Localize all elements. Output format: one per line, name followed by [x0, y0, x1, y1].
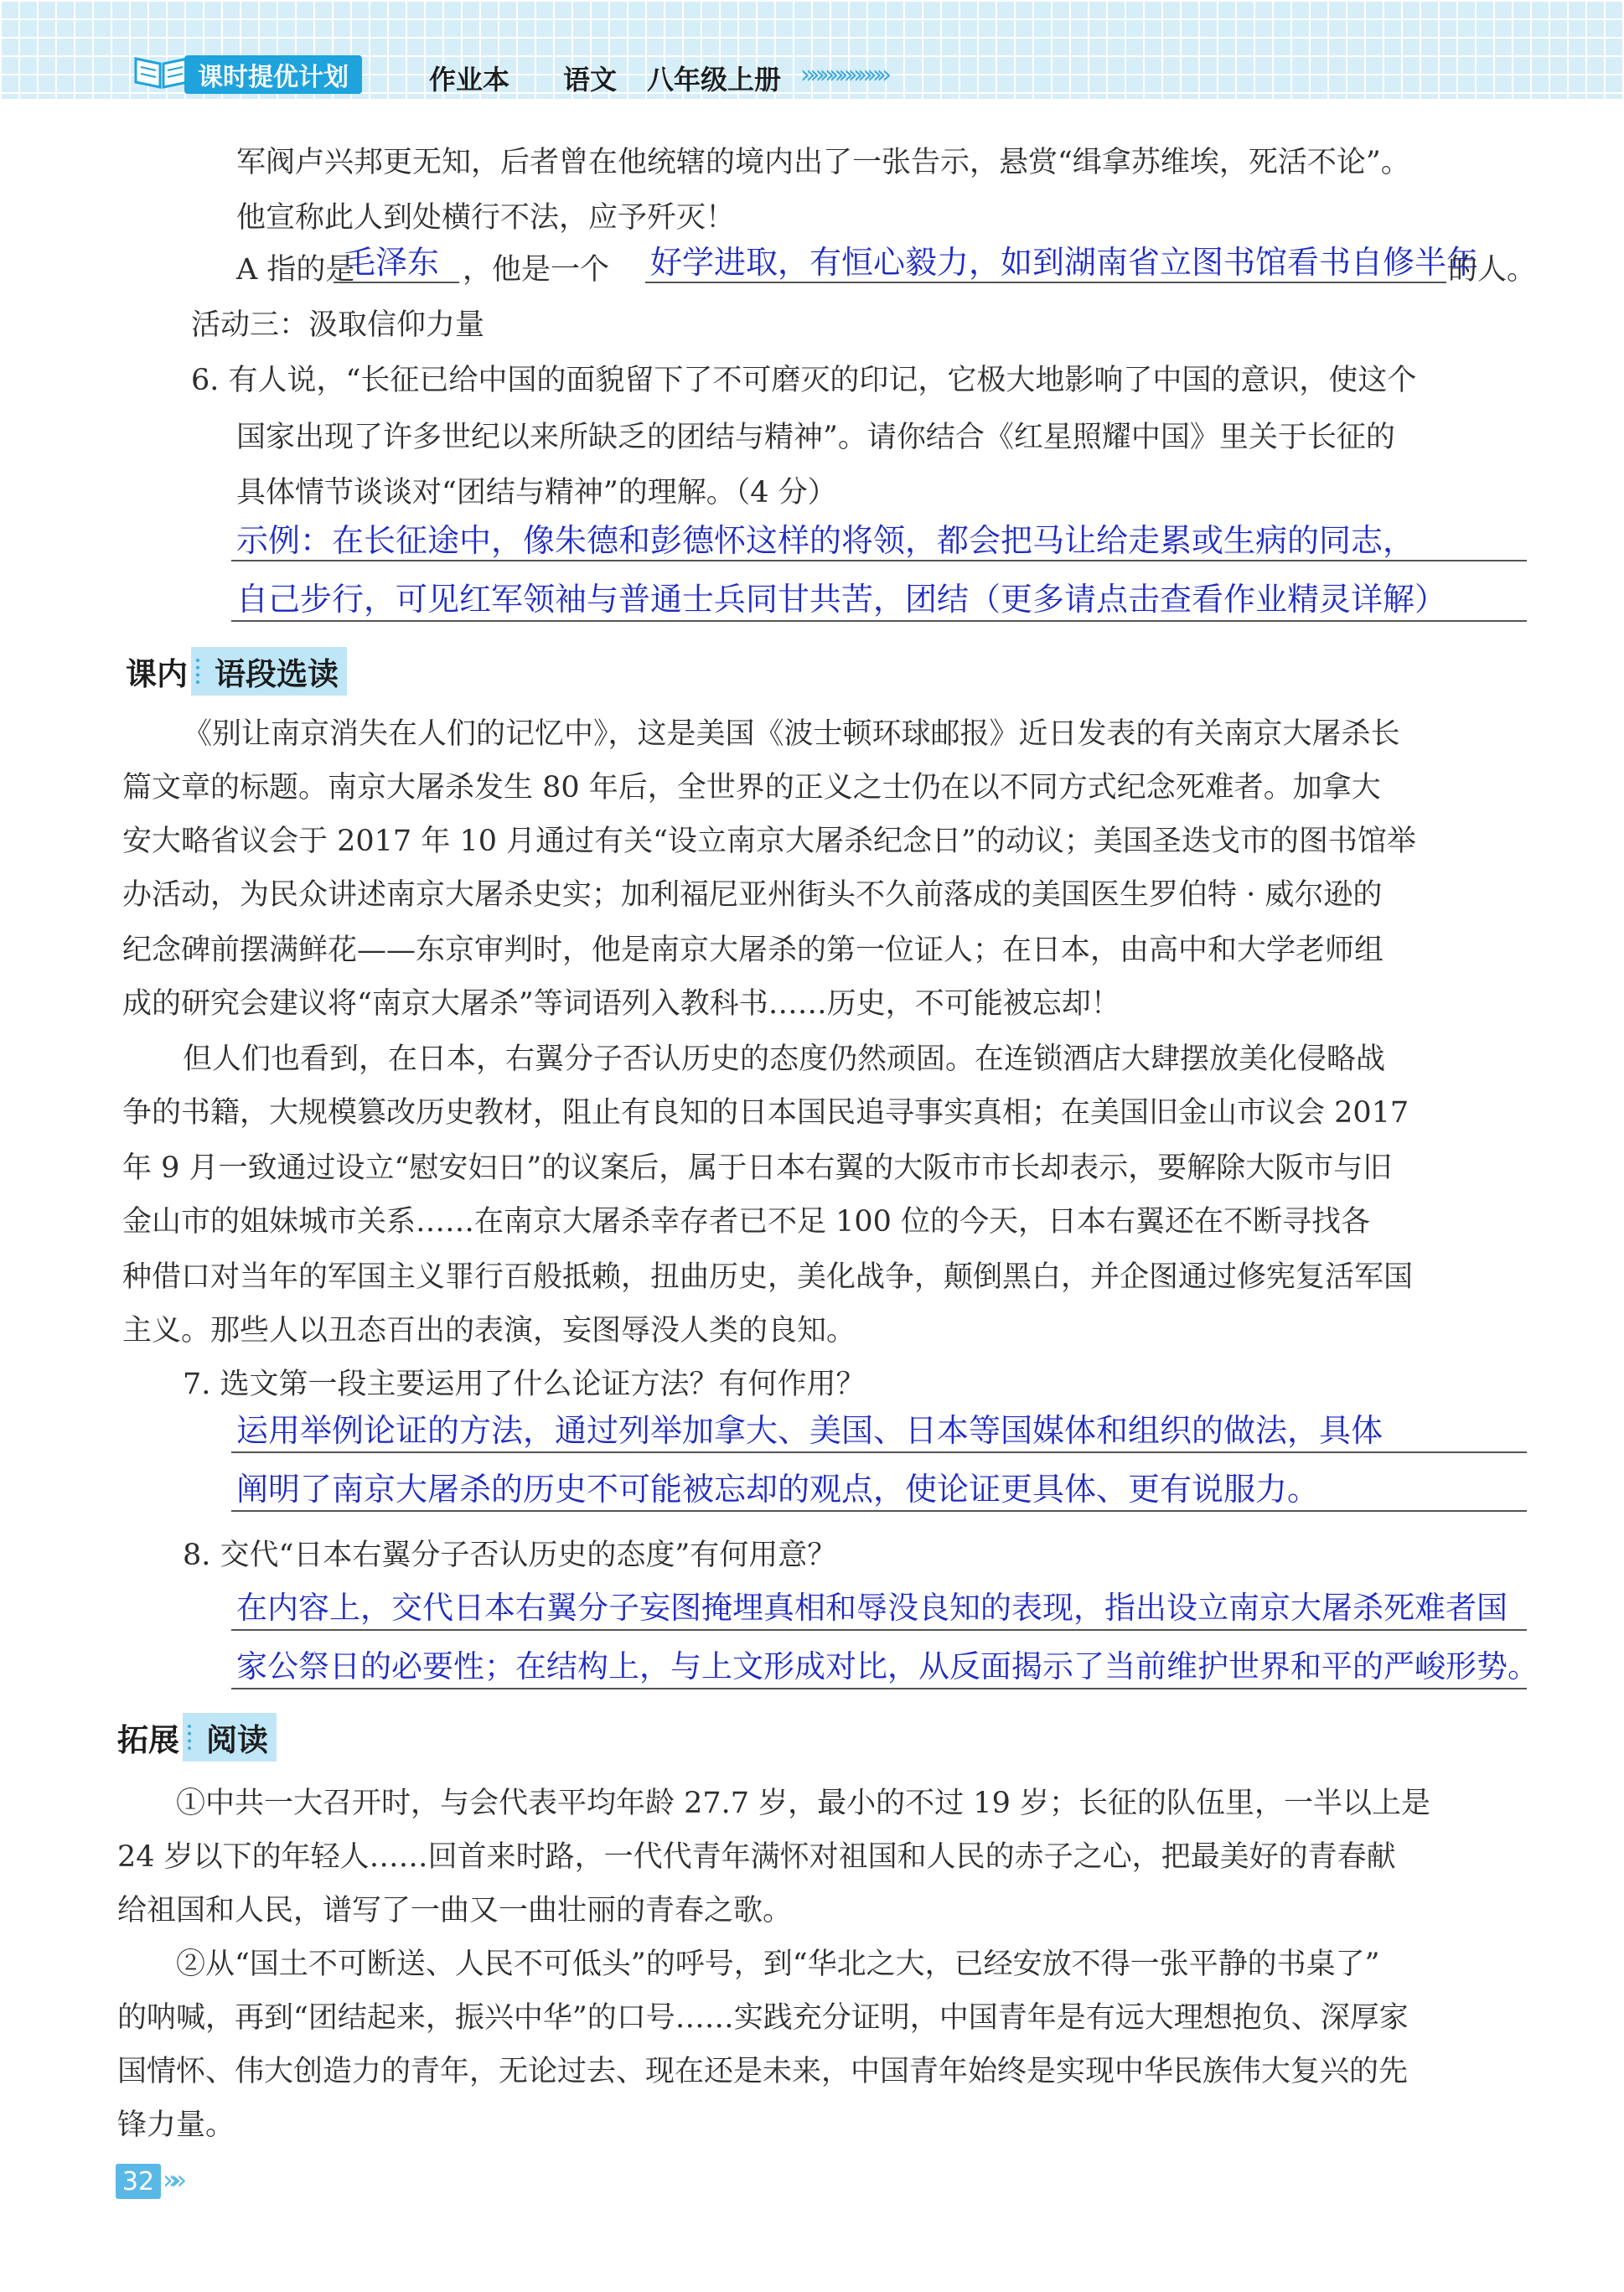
- section-title: 阅读: [206, 1722, 268, 1758]
- answer-rule: [231, 1629, 1527, 1631]
- answer-rule: [231, 560, 1527, 561]
- passage-line: 争的书籍，大规模篡改历史教材，阻止有良知的日本国民追寻事实真相；在美国旧金山市议会 2017: [122, 1096, 1409, 1130]
- q8-answer: 在内容上，交代日本右翼分子妄图掩埋真相和辱没良知的表现，指出设立南京大屠杀死难者国: [236, 1590, 1508, 1626]
- passage-line: 成的研究会建议将“南京大屠杀”等词语列入教科书……历史，不可能被忘却！: [122, 987, 1120, 1021]
- q6-line: 国家出现了许多世纪以来所缺乏的团结与精神”。请你结合《红星照耀中国》里关于长征的: [236, 421, 1395, 454]
- answer-underline: [645, 282, 1446, 283]
- header-chevrons: »»»»»»»»»: [800, 60, 887, 90]
- q6-line: 具体情节谈谈对“团结与精神”的理解。（4 分）: [236, 476, 837, 510]
- text-line: 他宣称此人到处横行不法，应予歼灭！: [236, 201, 736, 235]
- passage-line: 国情怀、伟大创造力的青年，无论过去、现在还是未来，中国青年始终是实现中华民族伟大复兴的先: [117, 2055, 1409, 2088]
- section-title-box: [183, 1713, 277, 1762]
- section-heading: [117, 1713, 277, 1762]
- q7-question: 7. 选文第一段主要运用了什么论证方法？有何作用？: [183, 1368, 866, 1401]
- q7-answer: 阐明了南京大屠杀的历史不可能被忘却的观点，使论证更具体、更有说服力。: [236, 1471, 1320, 1508]
- q7-answer: 运用举例论证的方法，通过列举加拿大、美国、日本等国媒体和组织的做法，具体: [236, 1412, 1384, 1449]
- section-title: 语段选读: [215, 656, 339, 692]
- passage-line: 篇文章的标题。南京大屠杀发生 80 年后，全世界的正义之士仍在以不同方式纪念死难者。加拿大: [122, 771, 1381, 805]
- passage-line: ①中共一大召开时，与会代表平均年龄 27.7 岁，最小的不过 19 岁；长征的队伍里，一半以上是: [176, 1787, 1430, 1820]
- q8-question: 8. 交代“日本右翼分子否认历史的态度”有何用意？: [183, 1539, 837, 1572]
- section-prefix: 课内: [126, 656, 188, 692]
- fill-middle: ，他是一个: [463, 253, 610, 287]
- passage-line: 办活动，为民众讲述南京大屠杀史实；加利福尼亚州街头不久前落成的美国医生罗伯特 · 威尔逊的: [122, 878, 1383, 912]
- answer-underline: [334, 282, 459, 283]
- brand-logo: [184, 55, 362, 94]
- open-book-icon: [132, 49, 191, 91]
- q6-answer: 示例：在长征途中，像朱德和彭德怀这样的将领，都会把马让给走累或生病的同志，: [236, 522, 1415, 559]
- passage-line: 锋力量。: [117, 2108, 235, 2142]
- passage-line: 主义。那些人以丑态百出的表演，妄图辱没人类的良知。: [122, 1314, 856, 1348]
- q6-answer: 自己步行，可见红军领袖与普通士兵同甘共苦，团结（更多请点击查看作业精灵详解）: [236, 581, 1447, 618]
- fill-prefix: A 指的是: [236, 253, 355, 287]
- passage-line: 纪念碑前摆满鲜花——东京审判时，他是南京大屠杀的第一位证人；在日本，由高中和大学老师组: [122, 934, 1384, 967]
- book-type: 作业本: [429, 64, 510, 96]
- section-mark-icon: [188, 1725, 201, 1750]
- section-title-box: [191, 647, 347, 696]
- passage-line: ②从“国土不可断送、人民不可低头”的呼号，到“华北之大，已经安放不得一张平静的书桌了”: [176, 1948, 1380, 1981]
- passage-line: 《别让南京消失在人们的记忆中》，这是美国《波士顿环球邮报》近日发表的有关南京大屠杀长: [183, 717, 1400, 751]
- passage-line: 安大略省议会于 2017 年 10 月通过有关“设立南京大屠杀纪念日”的动议；美国圣迭戈市的图书馆举: [122, 825, 1416, 858]
- brand-label: 课时提优计划: [198, 63, 349, 92]
- answer-rule: [231, 1688, 1527, 1689]
- activity-title: 活动三：汲取信仰力量: [191, 308, 485, 342]
- passage-line: 24 岁以下的年轻人……回首来时路，一代代青年满怀对祖国和人民的赤子之心，把最美好的青春献: [117, 1840, 1396, 1874]
- passage-line: 给祖国和人民，谱写了一曲又一曲壮丽的青春之歌。: [117, 1894, 793, 1927]
- answer-b: 好学进取，有恒心毅力，如到湖南省立图书馆看书自修半年: [650, 244, 1479, 281]
- answer-a: 毛泽东: [344, 244, 440, 281]
- passage-line: 年 9 月一致通过设立“慰安妇日”的议案后，属于日本右翼的大阪市市长却表示，要解除大阪市与旧: [122, 1151, 1393, 1185]
- page-number: 32: [116, 2164, 161, 2199]
- q8-answer: 家公祭日的必要性；在结构上，与上文形成对比，从反面揭示了当前维护世界和平的严峻形势。: [236, 1648, 1539, 1684]
- page-header: [0, 0, 1624, 99]
- answer-rule: [231, 1510, 1527, 1512]
- passage-line: 的呐喊，再到“团结起来，振兴中华”的口号……实践充分证明，中国青年是有远大理想抱负、深厚家: [117, 2001, 1409, 2035]
- page-chevron-icon: »»: [163, 2164, 179, 2196]
- section-heading: [126, 647, 347, 696]
- subject: 语文: [563, 64, 618, 96]
- section-prefix: 拓展: [117, 1722, 179, 1758]
- passage-line: 金山市的姐妹城市关系……在南京大屠杀幸存者已不足 100 位的今天，日本右翼还在不断寻找各: [122, 1205, 1371, 1239]
- q6-line: 6. 有人说，“长征已给中国的面貌留下了不可磨灭的印记，它极大地影响了中国的意识，使这个: [191, 364, 1417, 397]
- answer-rule: [231, 620, 1527, 622]
- section-mark-icon: [196, 659, 209, 684]
- fill-suffix: 的人。: [1448, 253, 1537, 287]
- text-line: 军阀卢兴邦更无知，后者曾在他统辖的境内出了一张告示，悬赏“缉拿苏维埃，死活不论”。: [236, 146, 1410, 179]
- passage-line: 种借口对当年的军国主义罪行百般抵赖，扭曲历史，美化战争，颠倒黑白，并企图通过修宪复活军国: [122, 1260, 1414, 1294]
- answer-rule: [231, 1451, 1527, 1453]
- grade: 八年级上册: [647, 64, 782, 96]
- passage-line: 但人们也看到，在日本，右翼分子否认历史的态度仍然顽固。在连锁酒店大肆摆放美化侵略战: [183, 1043, 1386, 1076]
